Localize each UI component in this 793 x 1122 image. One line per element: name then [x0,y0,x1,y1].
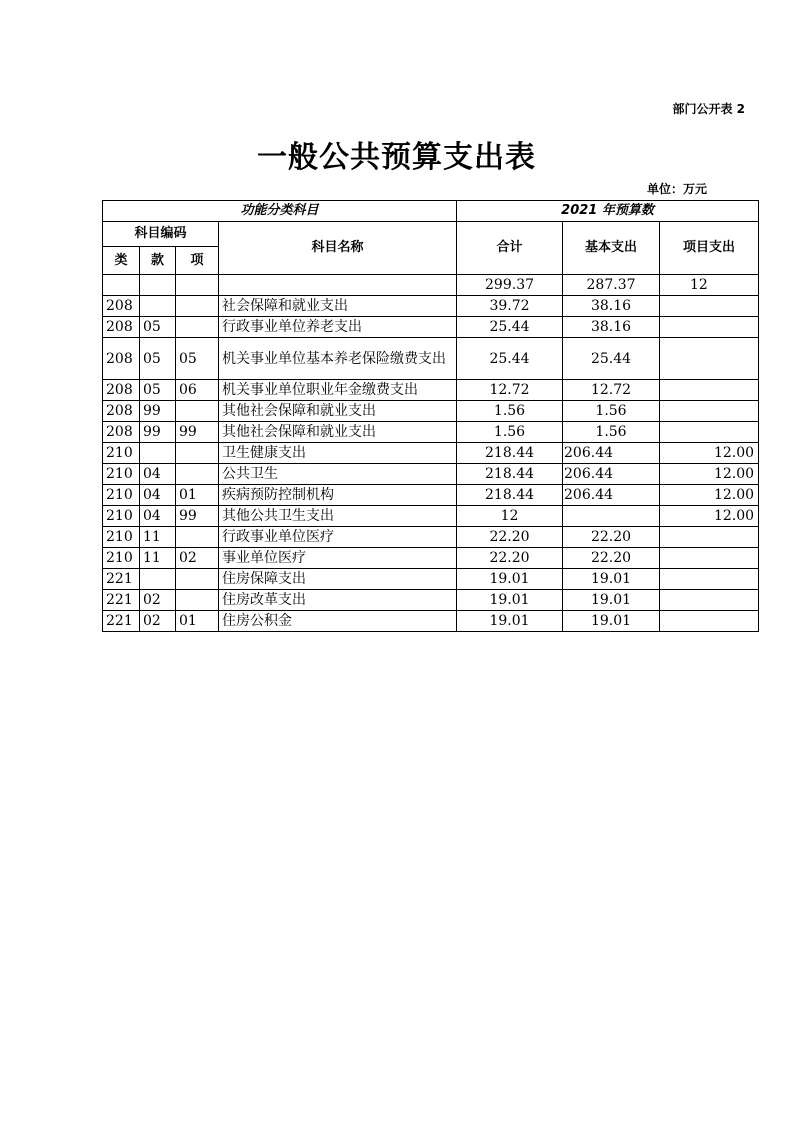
subject-name-cell: 行政事业单位养老支出 [219,317,457,338]
subject-name-cell: 住房保障支出 [219,569,457,590]
code-lei-cell [103,275,140,296]
project-cell [660,338,759,380]
code-lei-cell: 208 [103,338,140,380]
code-kuan-cell: 04 [140,485,176,506]
table-row [103,527,759,548]
total-cell: 22.20 [457,527,563,548]
code-kuan-cell: 05 [140,317,176,338]
code-kuan-cell: 02 [140,590,176,611]
code-lei-cell: 210 [103,464,140,485]
func-class-header: 功能分类科目 [103,201,457,222]
code-lei-cell: 210 [103,506,140,527]
lei-header: 类 [103,247,140,275]
subject-name-cell: 社会保障和就业支出 [219,296,457,317]
total-cell: 19.01 [457,590,563,611]
subject-name-cell: 机关事业单位职业年金缴费支出 [219,380,457,401]
subject-name-cell: 机关事业单位基本养老保险缴费支出 [219,338,457,380]
total-cell: 218.44 [457,464,563,485]
subject-name-cell [219,275,457,296]
project-cell [660,380,759,401]
code-lei-cell: 208 [103,422,140,443]
project-cell [660,527,759,548]
project-cell [660,548,759,569]
subject-name-cell: 其他社会保障和就业支出 [219,401,457,422]
budget-year-header: 2021 年预算数 [457,201,759,222]
project-cell: 12.00 [660,485,759,506]
total-cell: 22.20 [457,548,563,569]
code-group-header: 科目编码 [103,222,219,247]
code-kuan-cell: 04 [140,464,176,485]
code-xiang-cell: 05 [176,338,219,380]
total-cell: 218.44 [457,485,563,506]
subject-name-cell: 卫生健康支出 [219,443,457,464]
total-cell: 299.37 [457,275,563,296]
code-xiang-cell [176,590,219,611]
table-row [103,338,759,380]
code-kuan-cell: 02 [140,611,176,632]
basic-cell: 206.44 [563,443,660,464]
project-cell [660,569,759,590]
code-lei-cell: 221 [103,590,140,611]
basic-cell: 287.37 [563,275,660,296]
code-xiang-cell: 99 [176,422,219,443]
table-row [103,464,759,485]
project-cell [660,317,759,338]
code-xiang-cell: 06 [176,380,219,401]
total-cell: 12.72 [457,380,563,401]
basic-cell: 206.44 [563,485,660,506]
code-kuan-cell: 04 [140,506,176,527]
total-header: 合计 [457,222,563,275]
project-cell [660,590,759,611]
subject-name-cell: 行政事业单位医疗 [219,527,457,548]
code-xiang-cell [176,569,219,590]
code-kuan-cell: 11 [140,548,176,569]
code-kuan-cell: 99 [140,401,176,422]
project-cell [660,296,759,317]
total-cell: 218.44 [457,443,563,464]
subject-name-cell: 住房改革支出 [219,590,457,611]
basic-cell: 38.16 [563,296,660,317]
basic-cell: 12.72 [563,380,660,401]
table-row [103,317,759,338]
code-xiang-cell [176,401,219,422]
code-kuan-cell: 05 [140,338,176,380]
code-lei-cell: 210 [103,527,140,548]
subject-name-cell: 公共卫生 [219,464,457,485]
project-cell: 12.00 [660,506,759,527]
code-lei-cell: 208 [103,401,140,422]
table-row [103,569,759,590]
total-cell: 39.72 [457,296,563,317]
basic-cell: 19.01 [563,611,660,632]
code-xiang-cell [176,317,219,338]
code-kuan-cell: 11 [140,527,176,548]
total-cell: 19.01 [457,611,563,632]
table-row [103,443,759,464]
table-row [103,401,759,422]
table-body [103,275,759,632]
code-kuan-cell [140,275,176,296]
table-row [103,548,759,569]
basic-cell: 1.56 [563,401,660,422]
total-cell: 12 [457,506,563,527]
project-cell: 12.00 [660,464,759,485]
code-lei-cell: 208 [103,296,140,317]
code-kuan-cell [140,296,176,317]
code-lei-cell: 208 [103,380,140,401]
code-lei-cell: 210 [103,485,140,506]
code-xiang-cell: 02 [176,548,219,569]
project-cell [660,611,759,632]
project-cell [660,401,759,422]
page-title: 一般公共预算支出表 [257,140,536,175]
project-header: 项目支出 [660,222,759,275]
unit-label: 单位：万元 [646,182,707,196]
table-row [103,506,759,527]
code-lei-cell: 210 [103,548,140,569]
code-kuan-cell [140,569,176,590]
code-xiang-cell [176,296,219,317]
total-cell: 1.56 [457,401,563,422]
name-header: 科目名称 [219,222,457,275]
project-cell: 12 [660,275,759,296]
table-row [103,296,759,317]
code-xiang-cell: 01 [176,611,219,632]
budget-table [102,200,759,632]
code-lei-cell: 221 [103,611,140,632]
code-xiang-cell: 99 [176,506,219,527]
basic-cell [563,506,660,527]
table-row [103,611,759,632]
basic-cell: 206.44 [563,464,660,485]
subject-name-cell: 事业单位医疗 [219,548,457,569]
basic-cell: 25.44 [563,338,660,380]
basic-header: 基本支出 [563,222,660,275]
table-row [103,380,759,401]
total-cell: 25.44 [457,338,563,380]
basic-cell: 22.20 [563,548,660,569]
code-xiang-cell: 01 [176,485,219,506]
code-kuan-cell [140,443,176,464]
project-cell: 12.00 [660,443,759,464]
code-lei-cell: 221 [103,569,140,590]
subject-name-cell: 其他公共卫生支出 [219,506,457,527]
code-xiang-cell [176,527,219,548]
basic-cell: 19.01 [563,569,660,590]
table-row [103,422,759,443]
basic-cell: 38.16 [563,317,660,338]
subject-name-cell: 住房公积金 [219,611,457,632]
subject-name-cell: 疾病预防控制机构 [219,485,457,506]
code-lei-cell: 208 [103,317,140,338]
table-row [103,275,759,296]
code-kuan-cell: 05 [140,380,176,401]
table-row [103,590,759,611]
xiang-header: 项 [176,247,219,275]
total-cell: 19.01 [457,569,563,590]
code-xiang-cell [176,275,219,296]
subject-name-cell: 其他社会保障和就业支出 [219,422,457,443]
code-kuan-cell: 99 [140,422,176,443]
code-xiang-cell [176,443,219,464]
total-cell: 25.44 [457,317,563,338]
basic-cell: 19.01 [563,590,660,611]
total-cell: 1.56 [457,422,563,443]
kuan-header: 款 [140,247,176,275]
basic-cell: 22.20 [563,527,660,548]
code-lei-cell: 210 [103,443,140,464]
project-cell [660,422,759,443]
table-row [103,485,759,506]
basic-cell: 1.56 [563,422,660,443]
form-number: 部门公开表 2 [672,102,745,116]
code-xiang-cell [176,464,219,485]
